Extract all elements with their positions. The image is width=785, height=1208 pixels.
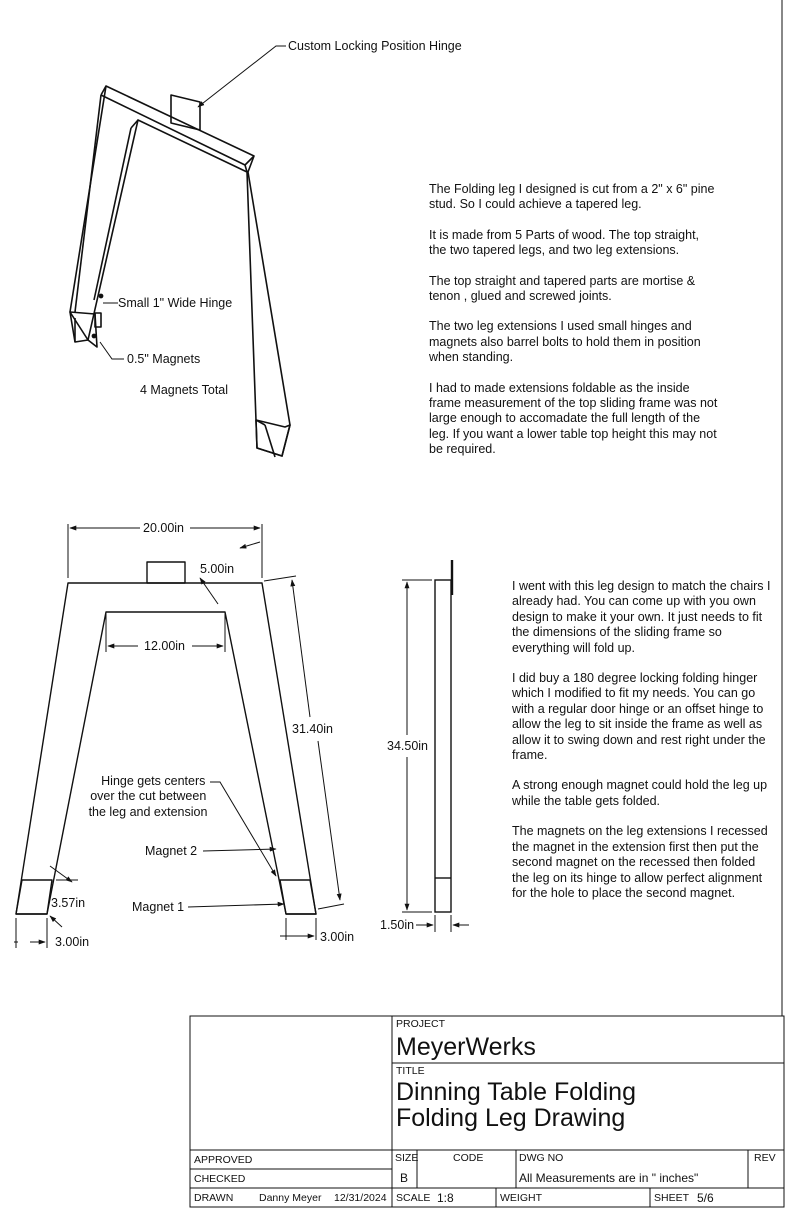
description-paragraph: The top straight and tapered parts are mortise & tenon , glued and screwed joints. xyxy=(429,273,696,304)
label-magnets: 0.5" Magnets xyxy=(127,352,201,366)
isometric-view xyxy=(70,86,290,457)
magnet-icon xyxy=(99,294,102,297)
dim-top-height: 5.00in xyxy=(200,562,235,576)
description-paragraph: The magnets on the leg extensions I recessed the magnet in the extension first then put the second magnet on the recessed then folded the leg on its hinge to allow perfect alignment for the hole to place the second magnet. xyxy=(512,824,768,900)
frame-top-edge xyxy=(101,95,245,165)
approved-label: APPROVED xyxy=(194,1154,253,1166)
description-paragraph: It is made from 5 Parts of wood. The top straight, the two tapered legs, and two leg extensions. xyxy=(429,227,700,258)
description-paragraph: The Folding leg I designed is cut from a 2" x 6" pine stud. So I could achieve a tapered leg. xyxy=(429,182,715,212)
code-label: CODE xyxy=(453,1152,484,1164)
checked-label: CHECKED xyxy=(194,1173,246,1185)
label-custom-hinge: Custom Locking Position Hinge xyxy=(288,39,462,53)
side-leg xyxy=(435,580,451,912)
dim-inner-width: 12.00in xyxy=(144,639,186,653)
left-extension xyxy=(16,880,52,914)
scale-label: SCALE xyxy=(396,1192,431,1204)
dwg-no-label: DWG NO xyxy=(519,1152,564,1164)
description-paragraph: The two leg extensions I used small hinges and magnets also barrel bolts to hold them in position when standing. xyxy=(429,319,701,365)
leg-frame-outer xyxy=(70,86,290,456)
weight-label: WEIGHT xyxy=(500,1192,542,1204)
description-top xyxy=(429,182,719,473)
side-view xyxy=(435,560,452,912)
drawing-title-line1: Dinning Table Folding xyxy=(396,1078,636,1106)
magnet-icon xyxy=(92,334,95,337)
label-magnet-2: Magnet 2 xyxy=(145,844,198,858)
hinge-block xyxy=(147,562,185,583)
right-extension xyxy=(280,880,316,914)
rev-label: REV xyxy=(754,1152,776,1164)
title-label: TITLE xyxy=(396,1065,425,1077)
project-name: MeyerWerks xyxy=(396,1033,536,1061)
description-paragraph: I had to made extensions foldable as the inside frame measurement of the top sliding frame was not large enough to accomadate the full length of the leg. If you want a lower table top height this may not be required. xyxy=(429,380,718,457)
label-magnets-total: 4 Magnets Total xyxy=(140,383,229,397)
label-hinge-centers: Hinge gets centers over the cut between the leg and extension xyxy=(88,774,208,819)
frame-left-back xyxy=(75,95,101,312)
description-paragraph: I did buy a 180 degree locking folding hinger which I modified to fit my needs. You can go with a regular door hinge or an offset hinge to allow the leg to sit inside the frame as well as allow it to swing down and rest right under the frame. xyxy=(512,671,766,763)
label-small-hinge: Small 1" Wide Hinge xyxy=(118,296,233,310)
scale-value: 1:8 xyxy=(437,1191,454,1205)
front-dimension-lines xyxy=(14,524,344,948)
drawing-title-line2: Folding Leg Drawing xyxy=(396,1104,626,1132)
dim-top-width: 20.00in xyxy=(143,521,185,535)
sheet-value: 5/6 xyxy=(697,1191,714,1205)
dim-side-thickness: 1.50in xyxy=(380,918,415,932)
sheet-label: SHEET xyxy=(654,1192,690,1204)
drawn-by: Danny Meyer xyxy=(259,1192,322,1204)
size-value: B xyxy=(400,1171,409,1185)
dim-side-height: 34.50in xyxy=(387,739,429,753)
project-label: PROJECT xyxy=(396,1018,446,1030)
dim-foot-left: 3.00in xyxy=(55,935,90,949)
dim-extension-height: 3.57in xyxy=(51,896,86,910)
description-paragraph: A strong enough magnet could hold the leg up while the table gets folded. xyxy=(512,778,768,808)
drawn-label: DRAWN xyxy=(194,1192,234,1204)
dim-leg-length: 31.40in xyxy=(292,722,334,736)
locking-hinge-plate xyxy=(171,95,200,130)
description-paragraph: I went with this leg design to match the chairs I already had. You can come up with you own design to make it your own. It just needs to fit the dimensions of the sliding frame so everything will fold up. xyxy=(512,579,771,655)
dwg-no-value: All Measurements are in " inches" xyxy=(519,1171,699,1185)
front-leg-outline xyxy=(16,583,316,914)
frame-inner-edge xyxy=(94,128,131,300)
description-side xyxy=(512,579,774,916)
front-view xyxy=(16,562,316,914)
dim-foot-right: 3.00in xyxy=(320,930,355,944)
iso-callout-leaders xyxy=(100,46,286,359)
label-magnet-1: Magnet 1 xyxy=(132,900,185,914)
size-label: SIZE xyxy=(395,1152,419,1164)
drawn-date: 12/31/2024 xyxy=(334,1192,387,1204)
